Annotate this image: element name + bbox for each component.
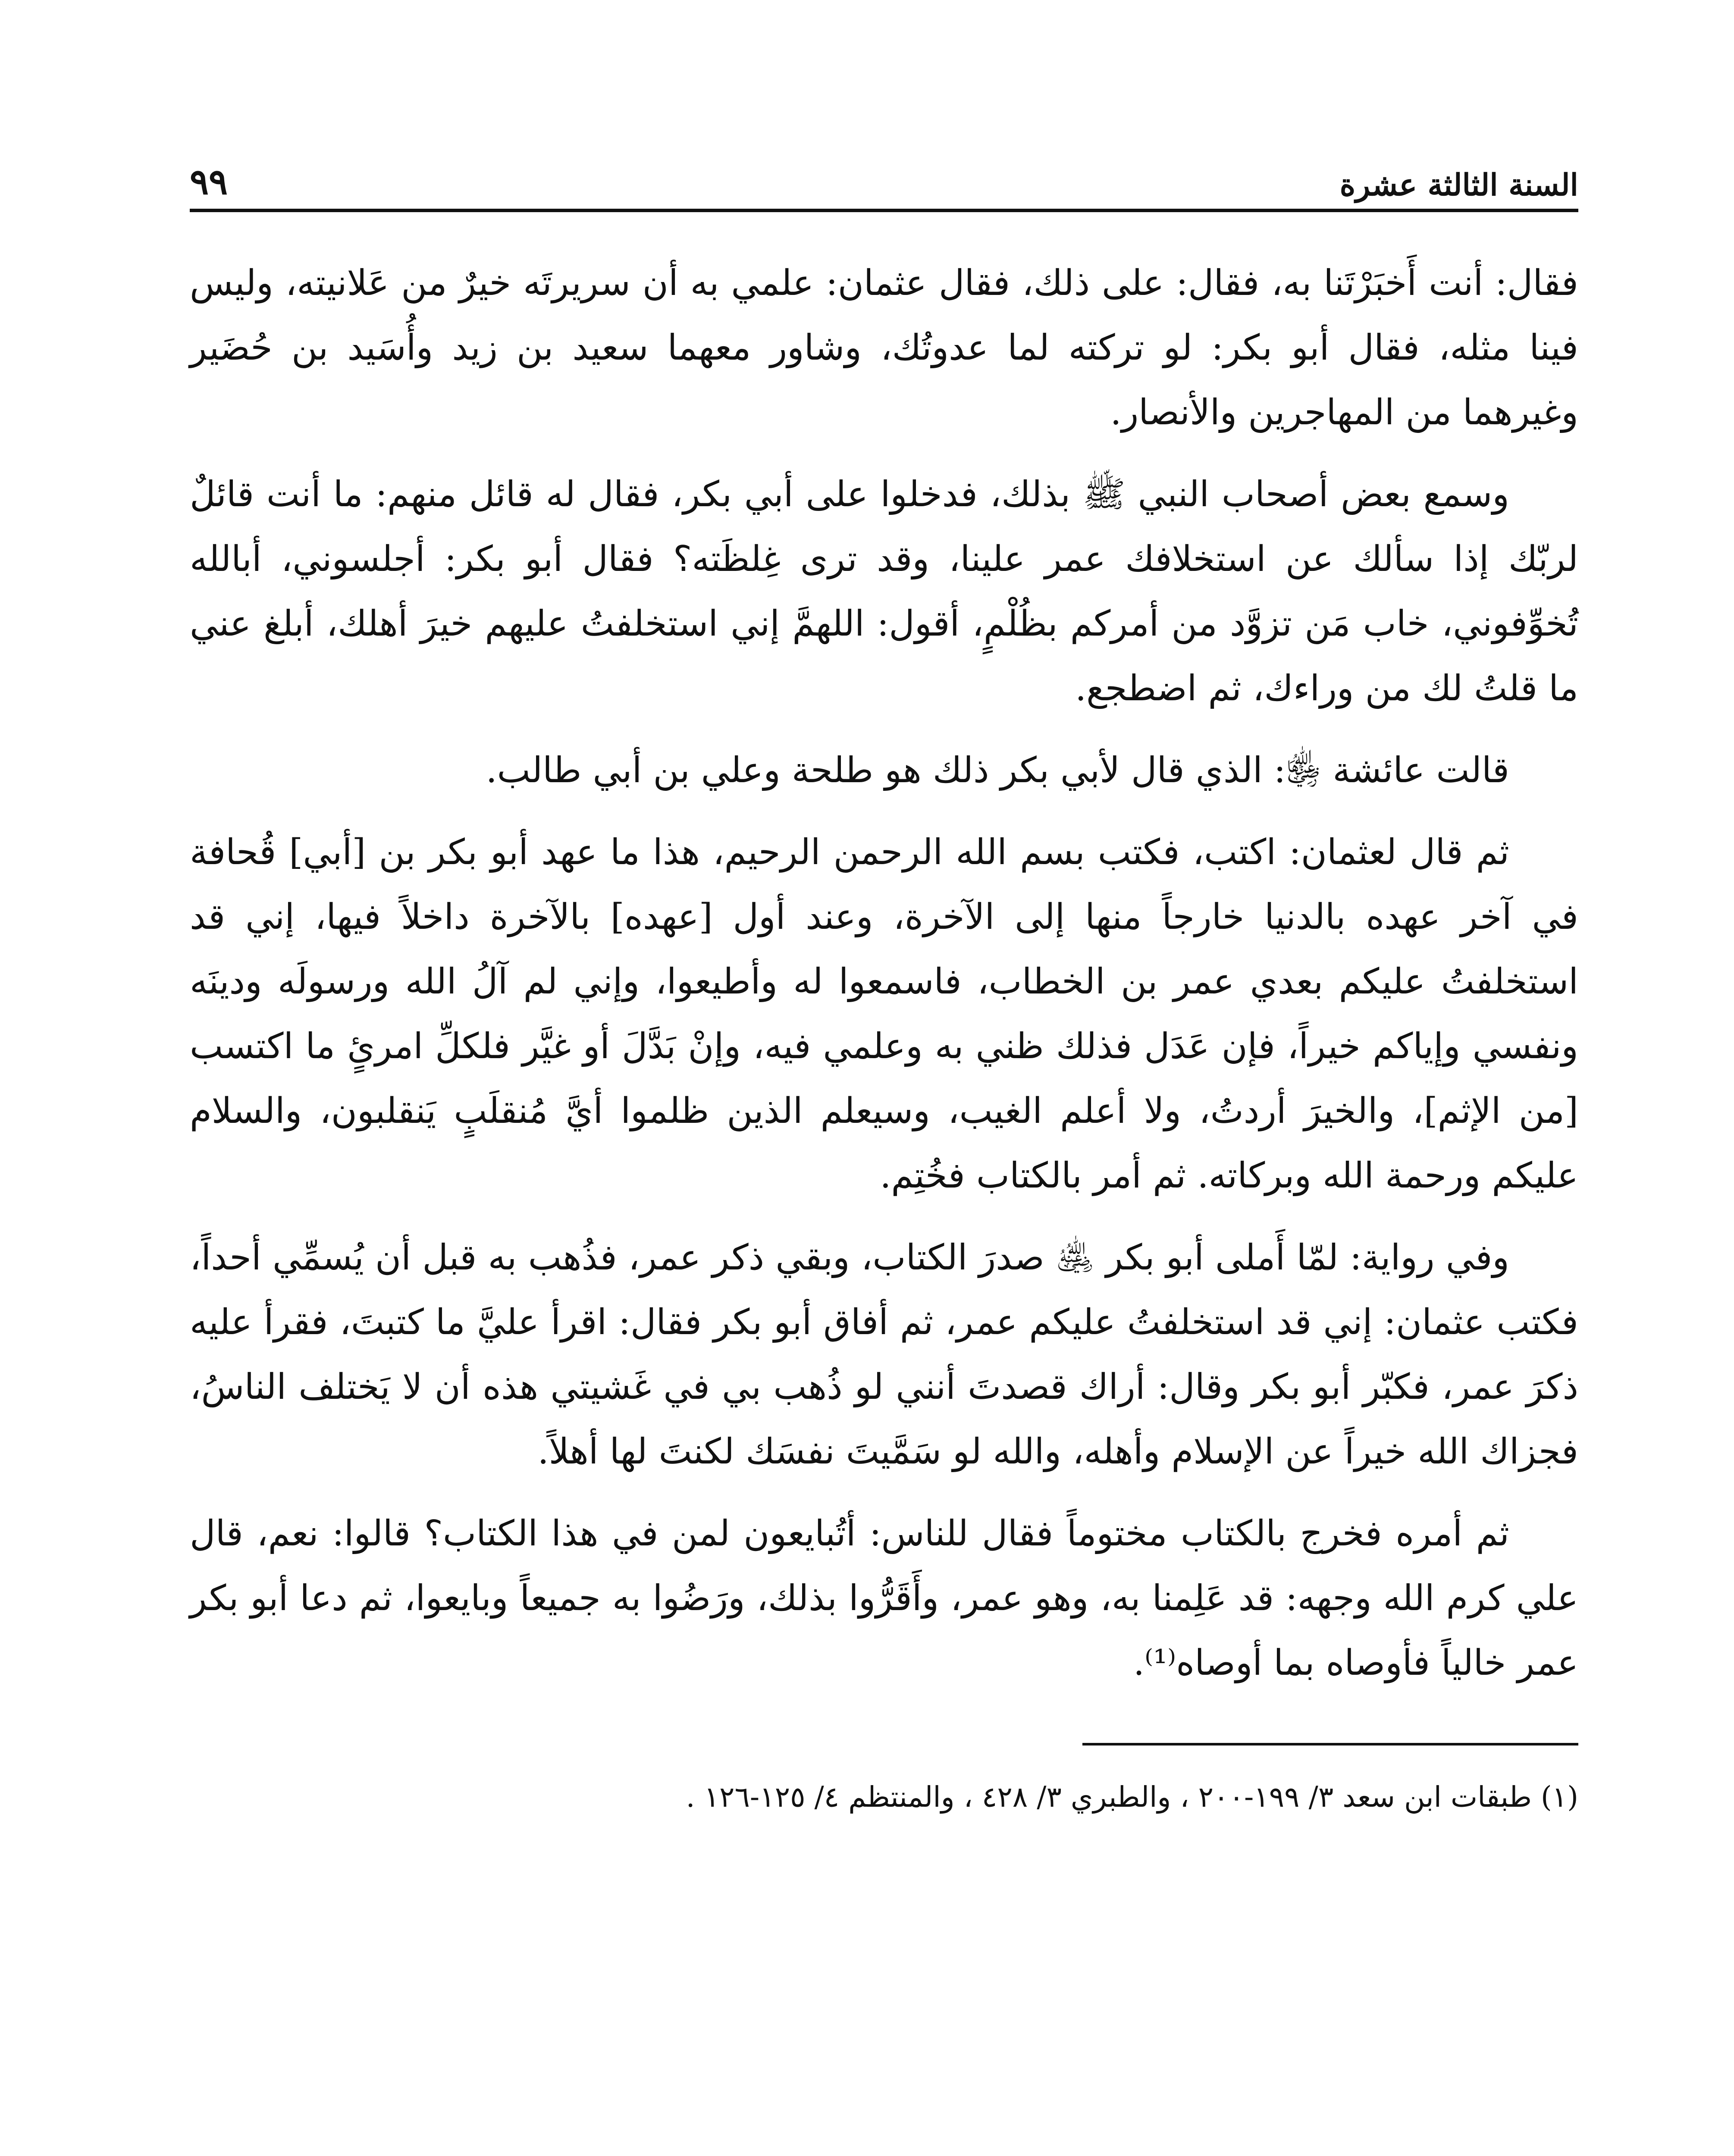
running-title: السنة الثالثة عشرة bbox=[1339, 167, 1578, 203]
footnote-divider bbox=[1082, 1743, 1578, 1745]
paragraph: فقال: أنت أَخبَرْتَنا به، فقال: على ذلك، فقال عثمان: علمي به أن سريرتَه خيرٌ من عَلانيته، وليس فينا مثله، فقال أبو بكر: لو تركته لما عدوتُك، وشاور معهما سعيد بن زيد وأُسَيد بن حُضَير وغيرهما من المهاجرين والأنصار. bbox=[190, 263, 1578, 433]
paragraph: وفي رواية: لمّا أَملى أبو بكر ﵁ صدرَ الكتاب، وبقي ذكر عمر، فذُهب به قبل أن يُسمِّي أحداً، فكتب عثمان: إني قد استخلفتُ عليكم عمر، ثم أفاق أبو بكر فقال: اقرأ عليَّ ما كتبتَ، فقرأ عليه ذكرَ عمر، فكبّر أبو بكر وقال: أراك قصدتَ أنني لو ذُهب بي في غَشيتي هذه أن لا يَختلف الناسُ، فجزاك الله خيراً عن الإسلام وأهله، والله لو سَمَّيتَ نفسَك لكنتَ لها أهلاً. bbox=[190, 1237, 1578, 1472]
paragraph: ثم أمره فخرج بالكتاب مختوماً فقال للناس: أتُبايعون لمن في هذا الكتاب؟ قالوا: نعم، قال علي كرم الله وجهه: قد عَلِمنا به، وهو عمر، وأَقَرُّوا بذلك، ورَضُوا به جميعاً وبايعوا، ثم دعا أبو بكر عمر خالياً فأوصاه بما أوصاه⁽¹⁾. bbox=[190, 1513, 1578, 1683]
book-page bbox=[190, 129, 1578, 2156]
page-number: ٩٩ bbox=[190, 161, 228, 203]
paragraph: وسمع بعض أصحاب النبي ﷺ بذلك، فدخلوا على أبي بكر، فقال له قائل منهم: ما أنت قائلٌ لربّك إذا سألك عن استخلافك عمر علينا، وقد ترى غِلظَته؟ فقال أبو بكر: أجلسوني، أبالله تُخوِّفوني، خاب مَن تزوَّد من أمركم بظُلْمٍ، أقول: اللهمَّ إني استخلفتُ عليهم خيرَ أهلك، أبلغ عني ما قلتُ لك من وراءك، ثم اضطجع. bbox=[190, 474, 1578, 709]
paragraph: قالت عائشة ﵂: الذي قال لأبي بكر ذلك هو طلحة وعلي بن أبي طالب. bbox=[486, 750, 1509, 791]
footnote: (١) طبقات ابن سعد ٣/ ١٩٩-٢٠٠ ، والطبري ٣/ ٤٢٨ ، والمنتظم ٤/ ١٢٥-١٢٦ . bbox=[686, 1780, 1578, 1814]
paragraph: ثم قال لعثمان: اكتب، فكتب بسم الله الرحمن الرحيم، هذا ما عهد أبو بكر بن [أبي] قُحافة في آخر عهده بالدنيا خارجاً منها إلى الآخرة، وعند أول [عهده] بالآخرة داخلاً فيها، إني قد استخلفتُ عليكم بعدي عمر بن الخطاب، فاسمعوا له وأطيعوا، وإني لم آلُ الله ورسولَه ودينَه ونفسي وإياكم خيراً، فإن عَدَل فذلك ظني به وعلمي فيه، وإنْ بَدَّلَ أو غيَّر فلكلِّ امرئٍ ما اكتسب [من الإثم]، والخيرَ أردتُ، ولا أعلم الغيب، وسيعلم الذين ظلموا أيَّ مُنقلَبٍ يَنقلبون، والسلام عليكم ورحمة الله وبركاته. ثم أمر بالكتاب فخُتِم. bbox=[190, 832, 1578, 1196]
main-text bbox=[190, 251, 1578, 1695]
page-header bbox=[190, 129, 1578, 212]
